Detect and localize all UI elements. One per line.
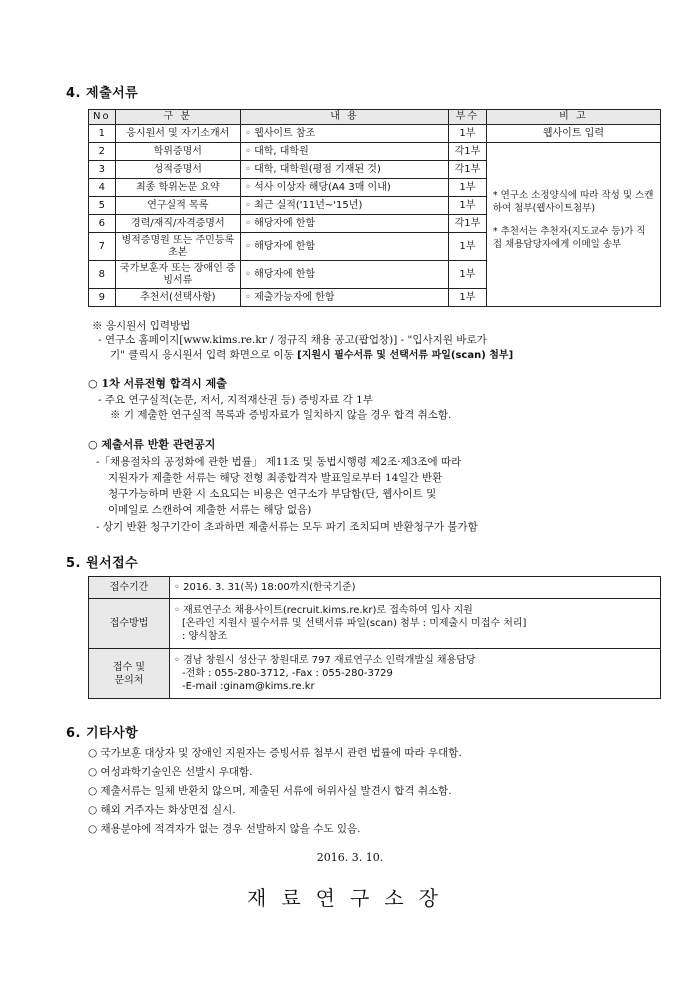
receipt-method-value <box>170 599 661 649</box>
remarks-cell <box>486 143 660 307</box>
section-5-title: 5. 원서접수 <box>66 556 139 571</box>
return-notice-line-2: 지원자가 제출한 서류는 해당 전형 최종합격자 발표일로부터 14일간 반환 <box>108 472 443 484</box>
receipt-row-period <box>89 577 661 599</box>
row-category: 연구실적 목록 <box>115 197 240 215</box>
apply-method-heading: ※ 응시원서 입력방법 <box>92 320 191 332</box>
row-content: ◦ 제출가능자에 한함 <box>241 289 449 307</box>
receipt-period-value: ◦ 2016. 3. 31(목) 18:00까지(한국기준) <box>170 577 661 599</box>
receipt-method-line-1: ◦ 재료연구소 채용사이트(recruit.kims.re.kr)로 접속하여 입사 지원 <box>174 605 473 616</box>
row-count: 1부 <box>448 233 486 261</box>
row-count: 1부 <box>448 261 486 289</box>
misc-item-2: ○ 여성과학기술인은 선발시 우대함. <box>88 766 253 778</box>
row-content: ◦ 해당자에 한함 <box>241 261 449 289</box>
receipt-row-contact <box>89 649 661 699</box>
return-notice-line-1: -「채용절차의 공정화에 관한 법률」 제11조 및 동법시행령 제2조·제3조에 따라 <box>96 456 462 468</box>
receipt-period-label: 접수기간 <box>89 577 170 599</box>
row-no: 2 <box>89 143 116 161</box>
return-notice-line-4: 이메일로 스캔하여 제출한 서류는 해당 없음) <box>108 504 312 516</box>
misc-item-3: ○ 제출서류는 일체 반환치 않으며, 제출된 서류에 허위사실 발견시 합격 취소함. <box>88 785 452 797</box>
receipt-contact-label-2: 문의처 <box>114 674 144 686</box>
receipt-table <box>88 576 661 699</box>
receipt-contact-value <box>170 649 661 699</box>
row-category: 추천서(선택사항) <box>115 289 240 307</box>
row-no: 6 <box>89 215 116 233</box>
row-content: ◦ 해당자에 한함 <box>241 215 449 233</box>
misc-item-1: ○ 국가보훈 대상자 및 장애인 지원자는 증빙서류 첨부시 관련 법률에 따라 우대함. <box>88 747 462 759</box>
first-pass-title: ○ 1차 서류전형 합격시 제출 <box>88 377 227 390</box>
row-count: 각1부 <box>448 215 486 233</box>
row-no: 5 <box>89 197 116 215</box>
remark-scan-note: * 연구소 소정양식에 따라 작성 및 스캔하여 첨부(웹사이트첨부) <box>492 189 654 214</box>
receipt-contact-email: -E-mail :ginam@kims.re.kr <box>182 681 315 692</box>
row-no: 1 <box>89 125 116 143</box>
col-header-category: 구 분 <box>115 110 240 125</box>
receipt-contact-label <box>89 649 170 699</box>
row-note: 웹사이트 입력 <box>486 125 660 143</box>
documents-table <box>88 109 661 307</box>
row-count: 1부 <box>448 289 486 307</box>
return-notice-title: ○ 제출서류 반환 관련공지 <box>88 438 216 451</box>
row-content: ◦ 웹사이트 참조 <box>241 125 449 143</box>
receipt-contact-label-1: 접수 및 <box>112 661 146 673</box>
col-header-no: No <box>89 110 116 125</box>
return-notice-line-5: - 상기 반환 청구기간이 초과하면 제출서류는 모두 파기 조치되며 반환청구가 불가함 <box>96 521 478 533</box>
apply-method-line-2 <box>110 346 513 362</box>
apply-method-line-1: - 연구소 홈페이지[www.kims.re.kr / 정규직 채용 공고(팝업창)] - "입사지원 바로가 <box>98 334 487 346</box>
row-count: 1부 <box>448 179 486 197</box>
remark-recommendation-note: * 추천서는 추천자(지도교수 등)가 직접 채용담당자에게 이메일 송부 <box>492 225 646 250</box>
row-count: 각1부 <box>448 143 486 161</box>
signature-line: 재료연구소장 <box>247 886 453 910</box>
first-pass-line-1: - 주요 연구실적(논문, 저서, 지적재산권 등) 증빙자료 각 1부 <box>98 394 373 406</box>
receipt-contact-address: ◦ 경남 창원시 성산구 창원대로 797 재료연구소 인력개발실 채용담당 <box>174 655 476 666</box>
table-header-row <box>89 110 661 125</box>
section-6-title: 6. 기타사항 <box>66 726 139 741</box>
row-category: 국가보훈자 또는 장애인 증빙서류 <box>115 261 240 289</box>
row-content: ◦ 최근 실적('11년~'15년) <box>241 197 449 215</box>
row-no: 3 <box>89 161 116 179</box>
apply-method-text: 기" 클릭시 응시원서 입력 화면으로 이동 <box>110 349 298 361</box>
document-date: 2016. 3. 10. <box>316 851 384 864</box>
row-category: 최종 학위논문 요약 <box>115 179 240 197</box>
receipt-row-method <box>89 599 661 649</box>
row-no: 7 <box>89 233 116 261</box>
receipt-contact-phone: -전화 : 055-280-3712, -Fax : 055-280-3729 <box>182 668 393 679</box>
row-category: 경력/재직/자격증명서 <box>115 215 240 233</box>
section-4-title: 4. 제출서류 <box>66 86 139 101</box>
row-no: 8 <box>89 261 116 289</box>
misc-item-4: ○ 해외 거주자는 화상면접 실시. <box>88 804 236 816</box>
table-row <box>89 143 661 161</box>
row-count: 각1부 <box>448 161 486 179</box>
misc-item-5: ○ 채용분야에 적격자가 없는 경우 선발하지 않을 수도 있음. <box>88 823 361 835</box>
row-no: 9 <box>89 289 116 307</box>
col-header-content: 내 용 <box>241 110 449 125</box>
row-content: ◦ 해당자에 한함 <box>241 233 449 261</box>
return-notice-line-3: 청구가능하며 반환 시 소요되는 비용은 연구소가 부담함(단, 웹사이트 및 <box>108 488 437 500</box>
table-row <box>89 125 661 143</box>
row-content: ◦ 대학, 대학원 <box>241 143 449 161</box>
row-count: 1부 <box>448 197 486 215</box>
row-category: 응시원서 및 자기소개서 <box>115 125 240 143</box>
col-header-note: 비 고 <box>486 110 660 125</box>
row-content: ◦ 대학, 대학원(평점 기재된 것) <box>241 161 449 179</box>
receipt-method-line-3: : 양식참조 <box>182 631 228 642</box>
row-category: 학위증명서 <box>115 143 240 161</box>
col-header-count: 부수 <box>448 110 486 125</box>
apply-method-bold: [지원시 필수서류 및 선택서류 파일(scan) 첨부] <box>297 350 514 361</box>
row-count: 1부 <box>448 125 486 143</box>
row-category: 성적증명서 <box>115 161 240 179</box>
first-pass-line-2: ※ 기 제출한 연구실적 목록과 증빙자료가 일치하지 않을 경우 합격 취소함. <box>110 409 452 421</box>
receipt-method-line-2: [온라인 지원시 필수서류 및 선택서류 파일(scan) 첨부 : 미제출시 미접수 처리] <box>182 618 527 629</box>
row-category: 병적증명원 또는 주민등록초본 <box>115 233 240 261</box>
receipt-method-label: 접수방법 <box>89 599 170 649</box>
row-content: ◦ 석사 이상자 해당(A4 3매 이내) <box>241 179 449 197</box>
row-no: 4 <box>89 179 116 197</box>
